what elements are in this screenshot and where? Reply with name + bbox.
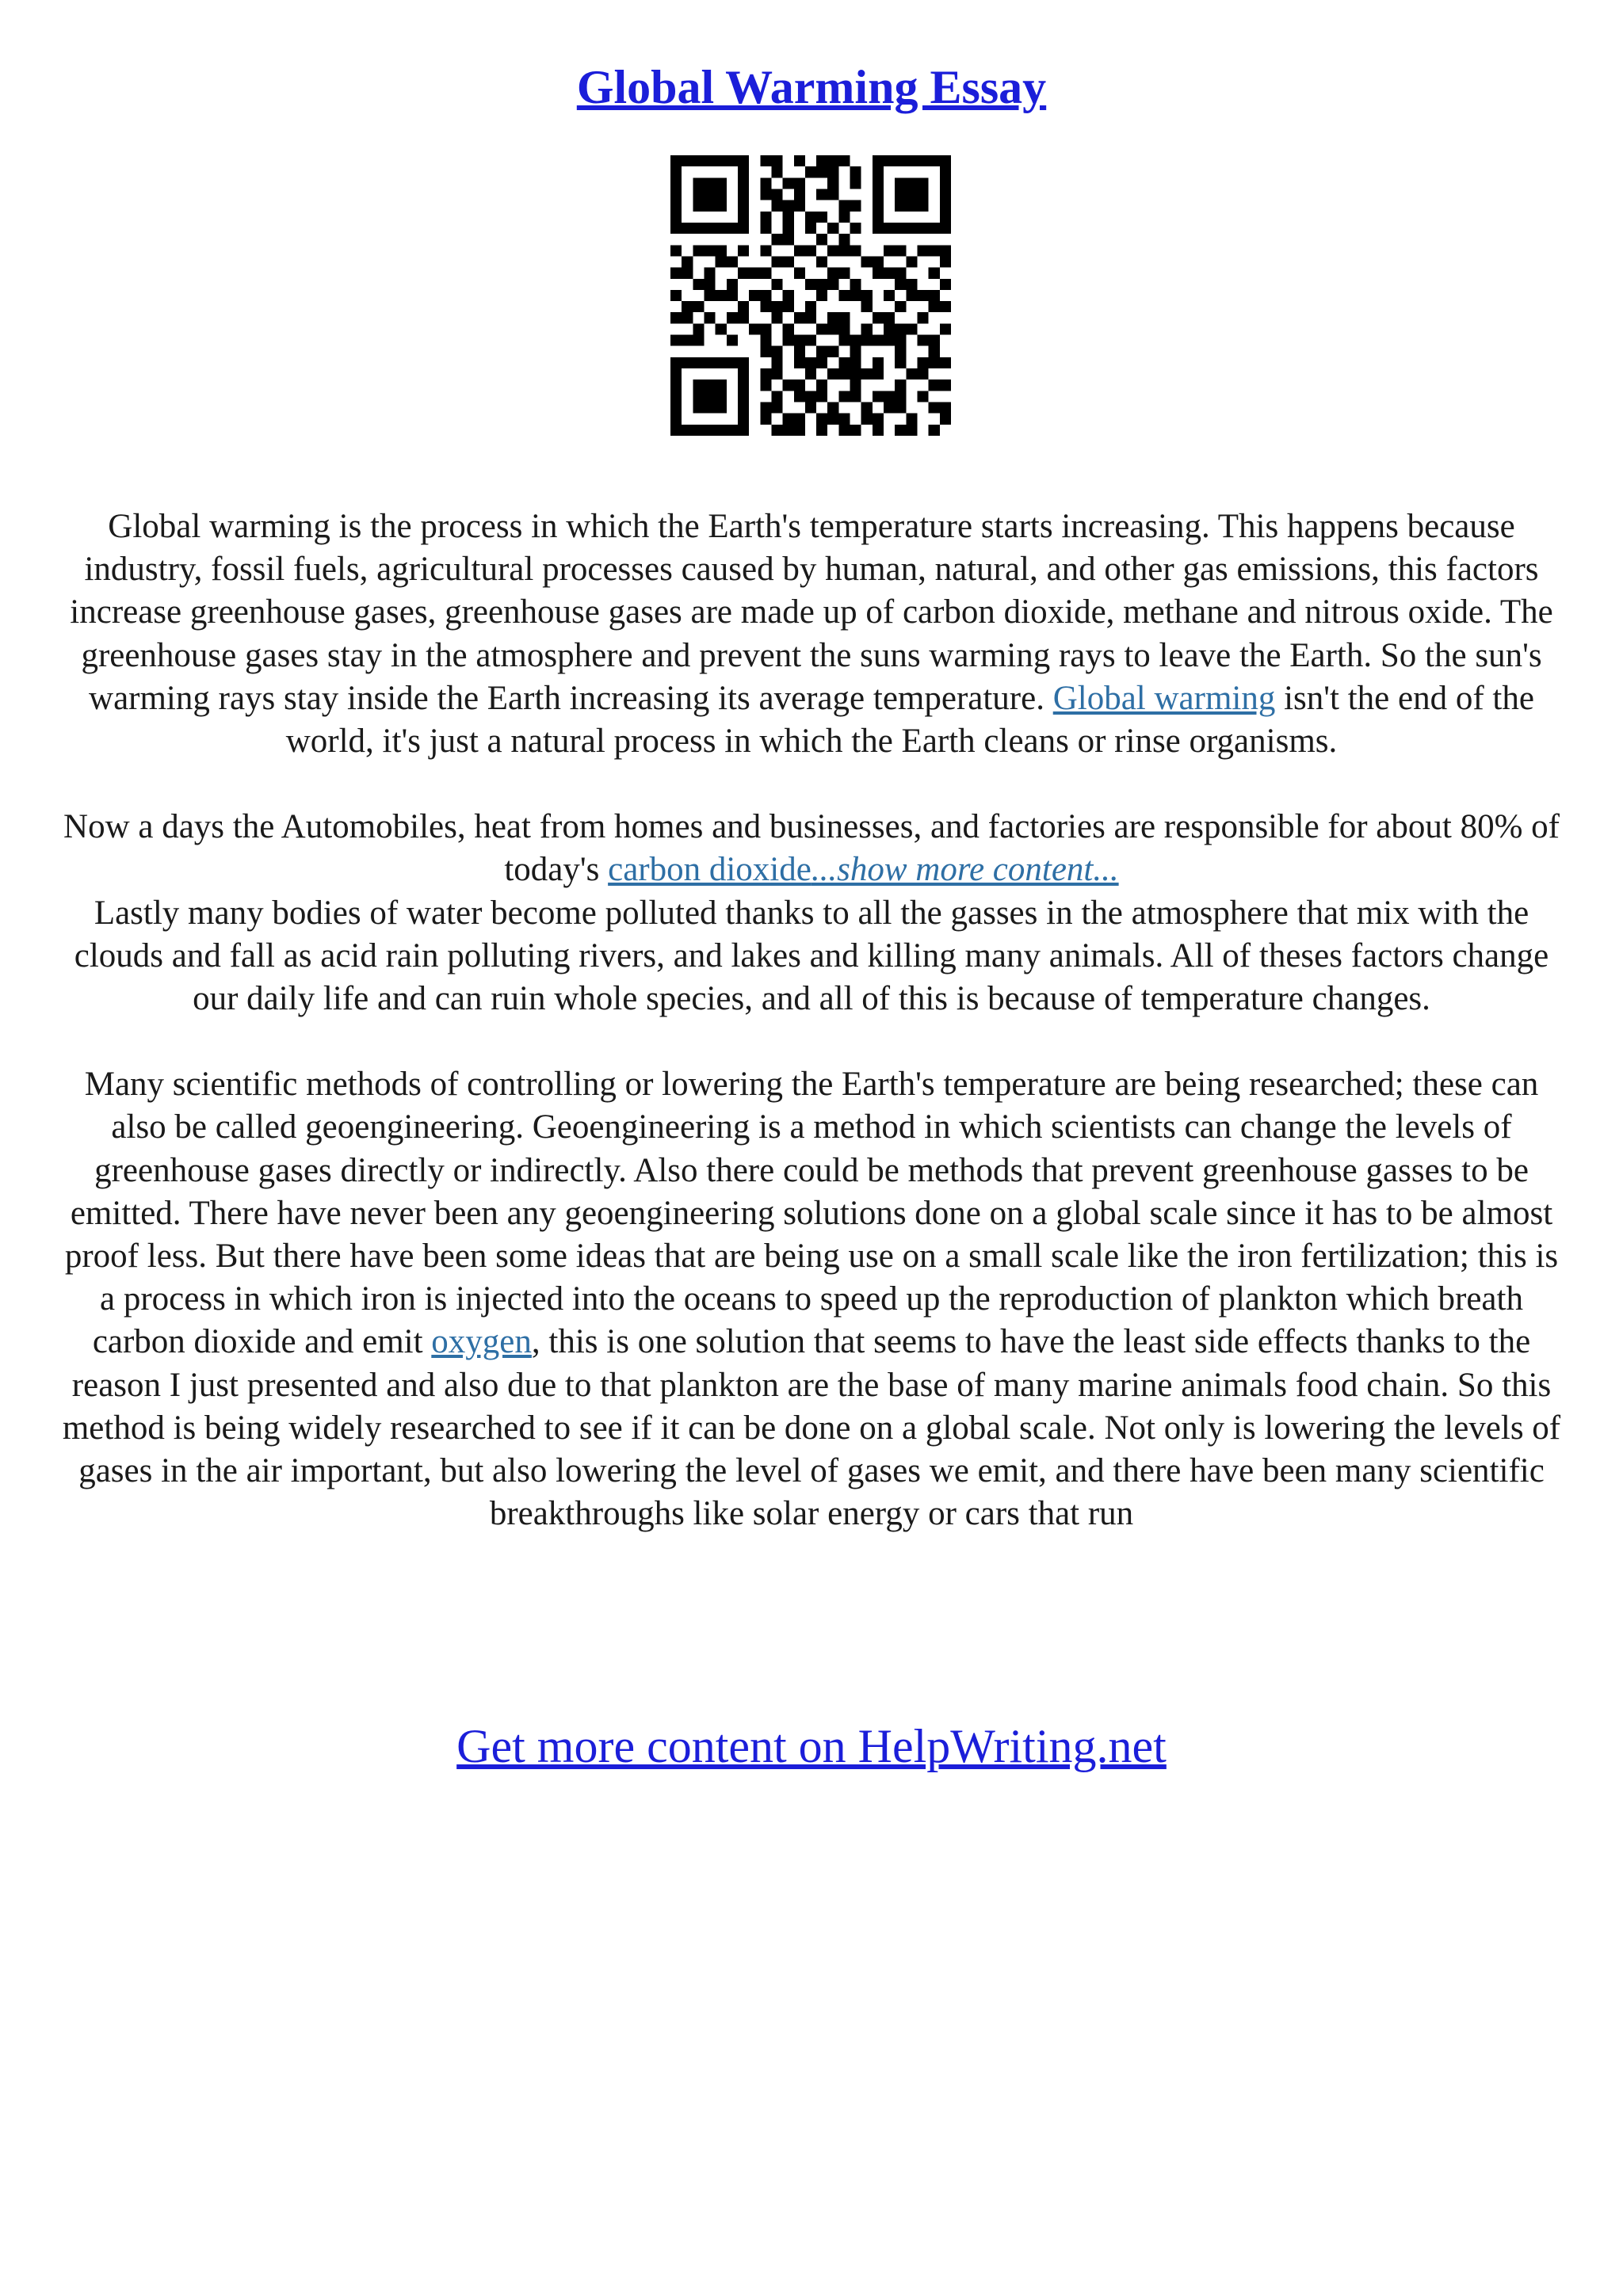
paragraph-1 (55, 505, 1568, 763)
paragraph-3-text-before: Many scientific methods of controlling or lowering the Earth's temperature are being researched; these can also be called geoengineering. Geoengineering is a method in which scientists can change the levels of greenhouse gases directly or indirectly. Also there could be methods that prevent greenhouse gasses to be emitted. There have never been any geoengineering solutions done on a global scale since it has to be almost proof less. But there have been some ideas that are being use on a small scale like the iron fertilization; this is a process in which iron is injected into the oceans to speed up the reproduction of plankton which breath carbon dioxide and emit (64, 1066, 1559, 1361)
oxygen-link[interactable]: oxygen (431, 1323, 532, 1361)
get-more-content-link[interactable]: Get more content on HelpWriting.net (456, 1720, 1167, 1772)
paragraph-3 (55, 1063, 1568, 1535)
paragraph-2-text-after: Lastly many bodies of water become polluted thanks to all the gasses in the atmosphere that mix with the clouds and fall as acid rain polluting rivers, and lakes and killing many animals. All of theses factors change our daily life and can ruin whole species, and all of this is because of temperature changes. (74, 894, 1549, 1018)
essay-body (55, 505, 1568, 1535)
paragraph-1-text-before: Global warming is the process in which the Earth's temperature starts increasing. This happens because industry, fossil fuels, agricultural processes caused by human, natural, and other gas emissions, this factors increase greenhouse gases, greenhouse gases are made up of carbon dioxide, methane and nitrous oxide. The greenhouse gases stay in the atmosphere and prevent the suns warming rays to leave the Earth. So the sun's warming rays stay inside the Earth increasing its average temperature. (70, 508, 1553, 717)
page-title (0, 55, 1623, 119)
show-more-link[interactable]: ...show more content... (811, 851, 1119, 889)
global-warming-link[interactable]: Global warming (1052, 679, 1276, 717)
cta-container (0, 1714, 1623, 1778)
paragraph-2-text-before: Now a days the Automobiles, heat from homes and businesses, and factories are responsible for about 80% of today's (63, 808, 1560, 889)
paragraph-3-text-after: , this is one solution that seems to have the least side effects thanks to the reason I just presented and also due to that plankton are the base of many marine animals food chain. So this method is being widely researched to see if it can be done on a global scale. Not only is lowering the levels of gases in the air important, but also lowering the level of gases we emit, and there have been many scientific breakthroughs like solar energy or cars that run (62, 1323, 1561, 1533)
carbon-dioxide-link[interactable]: carbon dioxide (608, 851, 812, 889)
paragraph-2 (55, 806, 1568, 1020)
qr-code-icon (670, 155, 951, 436)
title-link[interactable]: Global Warming Essay (576, 61, 1047, 113)
paragraph-1-text-after: isn't the end of the world, it's just a natural process in which the Earth cleans or rinse organisms. (285, 679, 1534, 761)
